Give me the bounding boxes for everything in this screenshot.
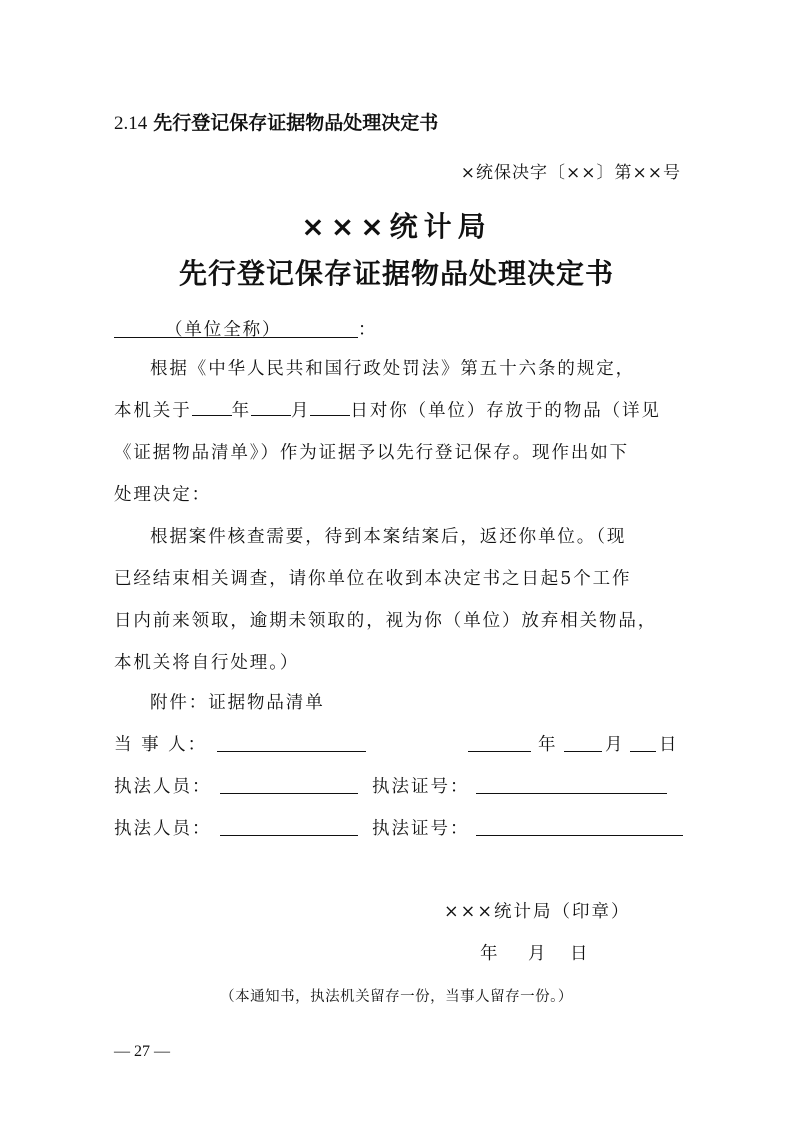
document-number: ×统保决字〔××〕第××号	[460, 163, 681, 183]
para1-line1: 根据《中华人民共和国行政处罚法》第五十六条的规定，	[150, 359, 635, 379]
section-title: 先行登记保存证据物品处理决定书	[153, 112, 439, 134]
year-blank	[192, 397, 232, 416]
para1-line2	[114, 397, 661, 422]
party-year-label: 年	[538, 735, 558, 755]
para1-line4: 处理决定：	[114, 485, 211, 505]
para1-month-label: 月	[291, 401, 311, 421]
para1-line2-rest: 日对你（单位）存放于的物品（详见	[350, 401, 661, 421]
party-label: 当 事 人：	[114, 735, 208, 755]
para2-line2: 已经结束相关调查，请你单位在收到本决定书之日起5个工作	[114, 569, 632, 589]
para1-line2-text: 本机关于	[114, 401, 192, 421]
officer-2-cert-line	[476, 835, 683, 836]
party-signature-line	[217, 751, 366, 752]
section-heading	[114, 108, 438, 135]
month-blank	[251, 397, 291, 416]
date-month: 月	[528, 944, 548, 964]
addressee-colon: ：	[358, 320, 378, 340]
para2-line4: 本机关将自行处理。）	[114, 653, 300, 673]
attachment-line: 附件：证据物品清单	[150, 693, 325, 713]
retention-note: （本通知书，执法机关留存一份，当事人留存一份。）	[220, 989, 573, 1005]
officer-1-cert-line	[476, 793, 667, 794]
party-day-label: 日	[659, 735, 679, 755]
officer-1-signature-line	[220, 793, 358, 794]
party-year-blank	[468, 751, 531, 752]
day-blank	[310, 397, 350, 416]
officer-1-cert-label: 执法证号：	[372, 777, 470, 797]
issuer-title: ×××统计局	[301, 210, 492, 243]
party-day-blank	[630, 751, 656, 752]
date-year: 年	[480, 944, 500, 964]
addressee-label: （单位全称）	[165, 320, 282, 340]
officer-1-label: 执法人员：	[114, 777, 212, 797]
officer-2-cert-label: 执法证号：	[372, 819, 470, 839]
party-month-blank	[564, 751, 602, 752]
document-title: 先行登记保存证据物品处理决定书	[178, 257, 614, 290]
page-number: — 27 —	[114, 1043, 170, 1060]
date-day: 日	[570, 944, 590, 964]
para1-year-label: 年	[231, 401, 252, 421]
issuer-seal: ×××统计局（印章）	[444, 902, 631, 922]
officer-2-signature-line	[220, 835, 358, 836]
para1-line3: 《证据物品清单》）作为证据予以先行登记保存。现作出如下	[114, 443, 630, 463]
section-number: 2.14	[114, 113, 148, 134]
officer-2-label: 执法人员：	[114, 819, 212, 839]
para2-line3: 日内前来领取，逾期未领取的，视为你（单位）放弃相关物品，	[114, 611, 658, 631]
para2-line1: 根据案件核查需要，待到本案结案后，返还你单位。（现	[150, 527, 627, 547]
party-month-label: 月	[605, 735, 625, 755]
